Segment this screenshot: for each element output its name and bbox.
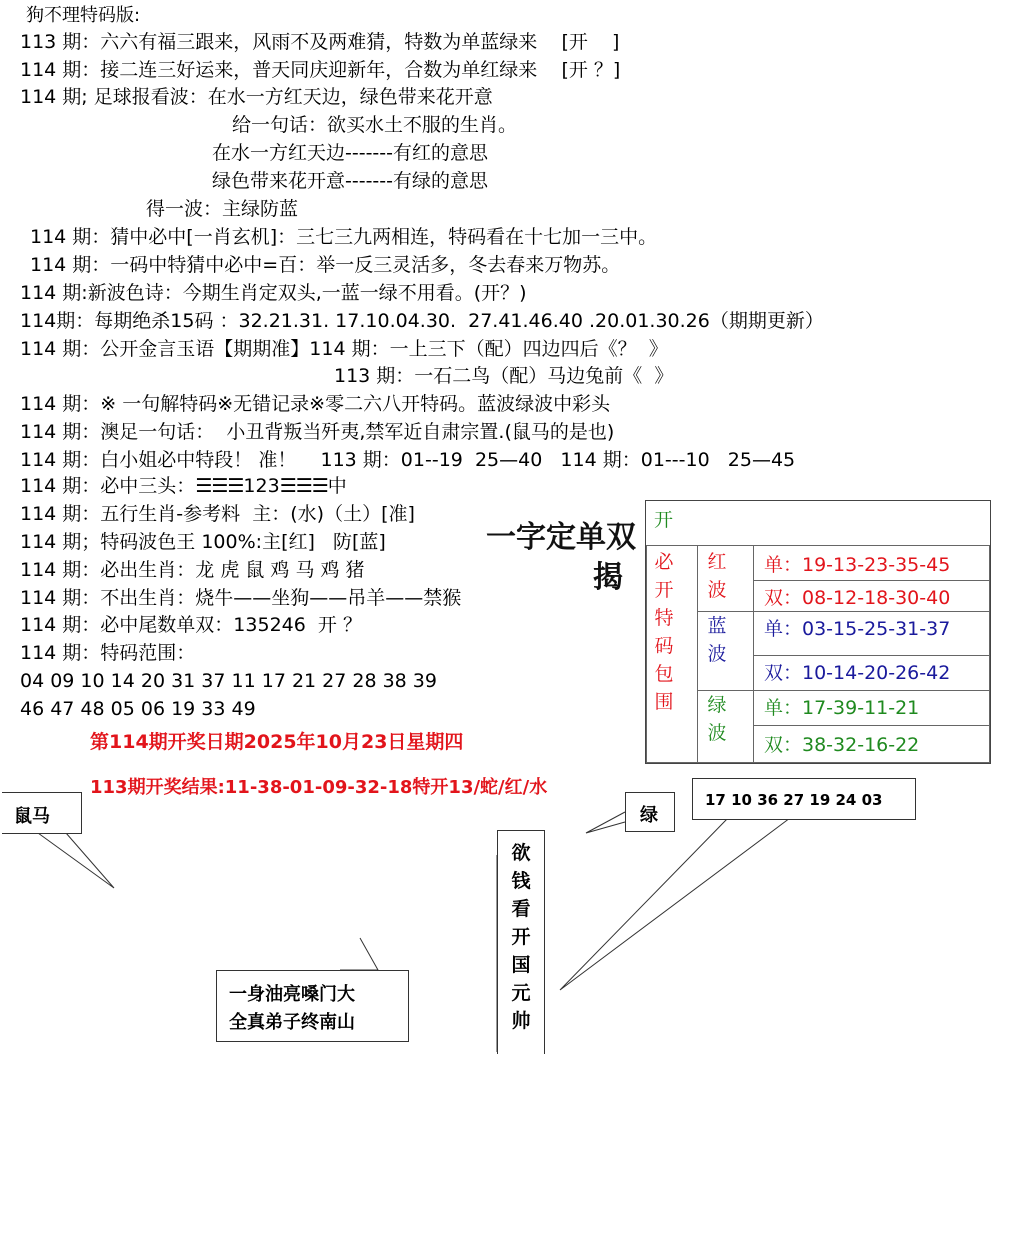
three-heads-value: 123 [243, 475, 280, 497]
callout-vertical [497, 830, 545, 1054]
bar-symbol-right: ☰☰☰ [279, 475, 328, 497]
line-one-sentence: 给一句话：欲买水土不服的生肖。 [232, 114, 518, 136]
line-wave-king: 114 期；特码波色王 100%:主[红] 防[蓝] [20, 531, 386, 553]
callout-poem-line2: 全真弟子终南山 [229, 1012, 355, 1033]
line-golden-words: 114 期：公开金言玉语【期期准】114 期：一上三下（配）四边四后《？ 》 [20, 338, 668, 360]
line-range-row-2: 46 47 48 05 06 19 33 49 [20, 698, 256, 720]
callout-numbers [692, 778, 916, 820]
green-wave-label: 绿波 [707, 694, 727, 744]
line-kill-15: 114期：每期绝杀15码 ：32.21.31. 17.10.04.30. 27.41.46.40 .20.01.30.26（期期更新） [20, 310, 824, 332]
callout-lv [625, 792, 675, 832]
bar-symbol-left: ☰☰☰ [195, 475, 244, 497]
line-range-label: 114 期：特码范围： [20, 642, 196, 664]
line-green-meaning: 绿色带来花开意-------有绿的意思 [212, 170, 488, 192]
callout-shuma-text: 鼠马 [14, 806, 50, 827]
green-dan: 单：17-39-11-21 [764, 697, 920, 719]
line-114-poem: 114 期：接二连三好运来，普天同庆迎新年，合数为单红绿来 [开 ？] [20, 59, 621, 81]
callout-vertical-text: 欲钱看开国元帅 [511, 842, 531, 1032]
line-football: 114 期; 足球报看波：在水一方红天边，绿色带来花开意 [20, 86, 493, 108]
line-tail-number: 114 期：必中尾数单双：135246 开 ？ [20, 614, 362, 636]
red-dan: 单：19-13-23-35-45 [764, 554, 951, 576]
line-113-bird: 113 期：一石二鸟（配）马边兔前《 》 [334, 365, 674, 387]
side-label: 必开特码包围 [654, 551, 674, 713]
stamp-title: 一字定单双 [486, 520, 636, 555]
line-guess: 114 期：猜中必中[一肖玄机]：三七三九两相连，特码看在十七加一三中。 [30, 226, 658, 248]
callout-shuma [2, 792, 82, 834]
page-title: 狗不理特码版: [26, 5, 141, 26]
line-range-row-1: 04 09 10 14 20 31 37 11 17 21 27 28 38 39 [20, 670, 437, 692]
three-heads-end: 中 [327, 475, 347, 497]
callout-poem-line1: 一身油亮嗓门大 [229, 984, 355, 1005]
blue-wave-label: 蓝波 [707, 615, 727, 665]
line-get-wave: 得一波：主绿防蓝 [146, 198, 299, 220]
line-white-lady: 114 期：白小姐必中特段！ 准！ 113 期：01--19 25—40 114 期：01---10 25—45 [20, 449, 796, 471]
line-five-elements: 114 期：五行生肖-参考料 主：(水)（土）[准] [20, 503, 415, 525]
line-red-meaning: 在水一方红天边-------有红的意思 [212, 142, 488, 164]
line-wave-poem: 114 期:新波色诗：今期生肖定双头,一蓝一绿不用看。(开？) [20, 282, 527, 304]
line-113-poem: 113 期：六六有福三跟来，风雨不及两难猜，特数为单蓝绿来 [开 ] [20, 31, 620, 53]
callout-poem [216, 970, 409, 1042]
callout-lv-text: 绿 [640, 805, 658, 826]
line-no-zodiac: 114 期：不出生肖：烧牛——坐狗——吊羊——禁猴 [20, 587, 462, 609]
blue-dan: 单：03-15-25-31-37 [764, 618, 951, 640]
green-shuang: 双：38-32-16-22 [764, 734, 920, 756]
draw-result: 113期开奖结果:11-38-01-09-32-18特开13/蛇/红/水 [90, 777, 548, 798]
stamp-sub: 揭 [593, 560, 623, 595]
line-explain: 114 期：※ 一句解特码※无错记录※零二六八开特码。蓝波绿波中彩头 [20, 393, 611, 415]
line-one-code: 114 期：一码中特猜中必中=百：举一反三灵活多，冬去春来万物苏。 [30, 254, 621, 276]
blue-shuang: 双：10-14-20-26-42 [764, 662, 951, 684]
red-shuang: 双：08-12-18-30-40 [764, 587, 951, 609]
table-kai: 开 [654, 509, 674, 531]
draw-date: 第114期开奖日期2025年10月23日星期四 [90, 731, 464, 753]
three-heads-label: 114 期：必中三头： [20, 475, 196, 497]
line-aozu: 114 期：澳足一句话： 小丑背叛当歼夷,禁军近自肃宗置.(鼠马的是也) [20, 421, 615, 443]
line-must-zodiac: 114 期：必出生肖：龙 虎 鼠 鸡 马 鸡 猪 [20, 559, 365, 581]
callout-numbers-text: 17 10 36 27 19 24 03 [705, 791, 883, 809]
red-wave-label: 红波 [707, 551, 727, 601]
